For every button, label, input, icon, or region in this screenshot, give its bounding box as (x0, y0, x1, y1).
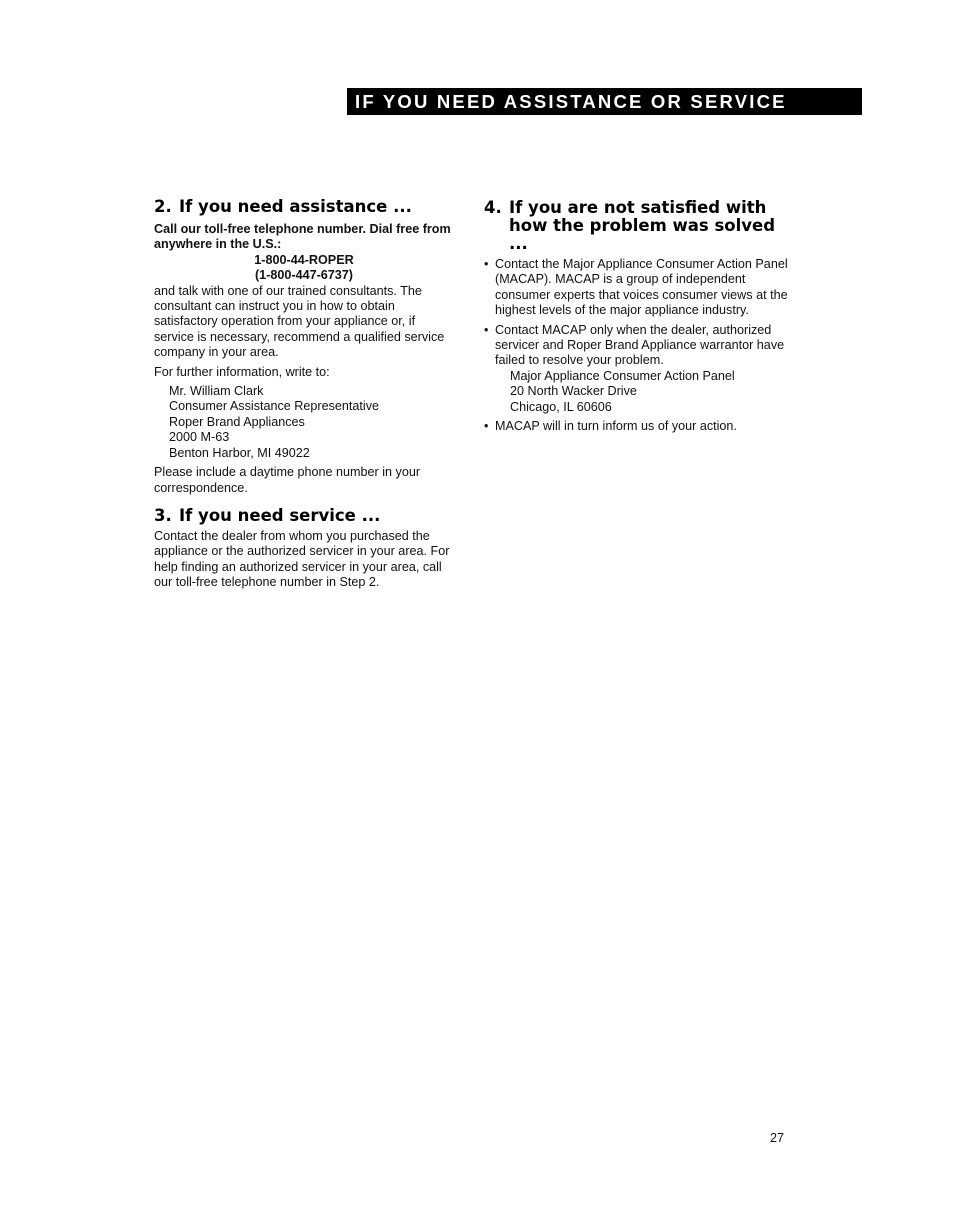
list-item-text: MACAP will in turn inform us of your action. (495, 419, 737, 434)
mailing-address (154, 384, 454, 461)
right-column (484, 199, 794, 434)
bullet-icon: • (484, 257, 489, 271)
page-number: 27 (770, 1131, 785, 1145)
assistance-heading (154, 198, 454, 216)
left-column (154, 198, 454, 591)
list-item (484, 257, 794, 319)
address-line: Mr. William Clark (169, 384, 264, 399)
macap-list (484, 257, 794, 434)
bullet-icon: • (484, 419, 489, 434)
section-banner: IF YOU NEED ASSISTANCE OR SERVICE (347, 88, 862, 115)
address-line: Benton Harbor, MI 49022 (169, 445, 310, 460)
address-line: Roper Brand Appliances (169, 414, 305, 429)
list-item-text: Contact MACAP only when the dealer, authorized servicer and Roper Brand Appliance warrantor have failed to resolve your problem. (495, 322, 785, 368)
bullet-icon: • (484, 322, 489, 337)
list-item-text: Contact the Major Appliance Consumer Action Panel (MACAP). MACAP is a group of independent consumer experts that voices consumer views at the highest levels of the major appliance industry. (495, 257, 788, 318)
assistance-heading-number: 2. (154, 197, 172, 216)
service-heading-text: If you need service ... (179, 505, 381, 525)
assistance-intro: Call our toll-free telephone number. Dial free from anywhere in the U.S.: (154, 222, 451, 252)
not-satisfied-heading-number: 4. (484, 198, 502, 217)
assistance-heading-text: If you need assistance ... (179, 197, 412, 216)
list-item (484, 323, 794, 415)
address-line: Major Appliance Consumer Action Panel (510, 368, 735, 383)
service-heading (154, 507, 454, 525)
address-line: 20 North Wacker Drive (510, 384, 637, 399)
assistance-closing: Please include a daytime phone number in your correspondence. (154, 465, 421, 495)
further-info-text: For further information, write to: (154, 364, 330, 379)
not-satisfied-heading (484, 199, 794, 253)
phone-number-digits: (1-800-447-6737) (254, 268, 353, 283)
address-line: 2000 M-63 (169, 430, 230, 445)
not-satisfied-heading-text: If you are not satisfied with how the problem was solved ... (509, 198, 776, 253)
list-item (484, 419, 794, 434)
service-heading-number: 3. (154, 505, 172, 525)
assistance-body: and talk with one of our trained consultants. The consultant can instruct you in how to obtain satisfactory operation from your appliance or, if service is necessary, recommend a qualified service company in your area. (154, 283, 445, 360)
address-line: Chicago, IL 60606 (510, 399, 612, 414)
macap-address (484, 369, 794, 415)
service-body: Contact the dealer from whom you purchased the appliance or the authorized servicer in your area. For help finding an authorized servicer in your area, call our toll-free telephone number in Step 2. (154, 528, 450, 590)
phone-number-letters: 1-800-44-ROPER (254, 252, 354, 267)
address-line: Consumer Assistance Representative (169, 399, 379, 414)
